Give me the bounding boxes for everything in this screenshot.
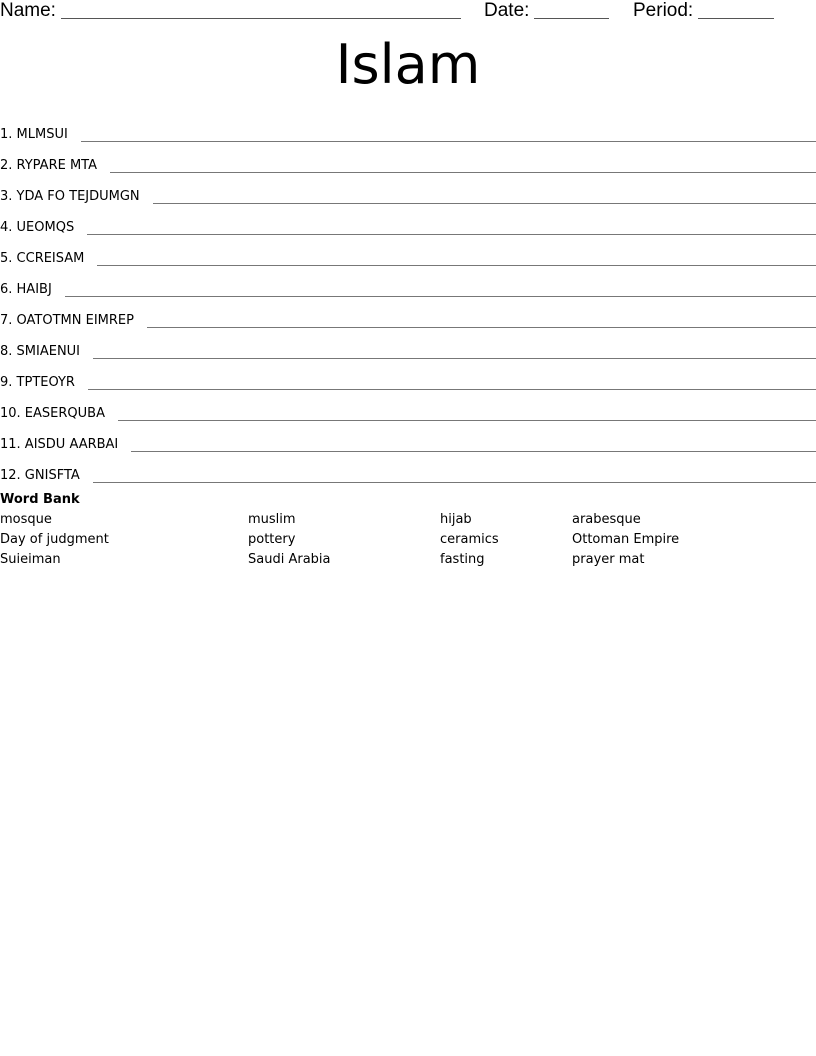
answer-blank[interactable] [87,222,816,235]
period-blank[interactable] [698,0,774,19]
name-blank[interactable] [61,0,461,19]
question-label: 10. EASERQUBA [0,406,105,421]
question-label: 6. HAIBJ [0,282,52,297]
name-field[interactable] [0,0,461,22]
word-bank-word: Saudi Arabia [248,552,331,567]
answer-blank[interactable] [93,346,816,359]
word-bank-word: ceramics [440,532,499,547]
question-label: 5. CCREISAM [0,251,85,266]
question-label: 8. SMIAENUI [0,344,81,359]
page-title: Islam [335,33,481,96]
answer-blank[interactable] [97,253,816,266]
word-bank-word: muslim [248,512,296,527]
answer-blank[interactable] [147,315,816,328]
date-label: Date: [484,0,530,21]
name-label: Name: [0,0,56,21]
question-row [0,205,816,236]
word-bank-word: pottery [248,532,296,547]
word-bank [0,492,816,572]
question-label: 9. TPTEOYR [0,375,75,390]
word-bank-row [0,532,816,552]
word-bank-word: Day of judgment [0,532,109,547]
question-label: 12. GNISFTA [0,468,80,483]
answer-blank[interactable] [153,191,816,204]
question-label: 1. MLMSUI [0,127,68,142]
question-row [0,453,816,484]
question-label: 2. RYPARE MTA [0,158,97,173]
word-bank-word: prayer mat [572,552,645,567]
answer-blank[interactable] [88,377,816,390]
word-bank-title: Word Bank [0,492,80,507]
question-row [0,236,816,267]
word-bank-word: arabesque [572,512,641,527]
question-row [0,360,816,391]
question-label: 3. YDA FO TEJDUMGN [0,189,140,204]
period-field[interactable] [633,0,774,22]
word-bank-word: mosque [0,512,52,527]
question-row [0,329,816,360]
question-row [0,267,816,298]
answer-blank[interactable] [81,129,816,142]
header [0,0,816,24]
question-label: 7. OATOTMN EIMREP [0,313,134,328]
word-bank-word: fasting [440,552,485,567]
question-list [0,112,816,484]
question-row [0,422,816,453]
word-bank-word: hijab [440,512,472,527]
answer-blank[interactable] [65,284,816,297]
word-bank-word: Suieiman [0,552,61,567]
answer-blank[interactable] [93,470,816,483]
date-blank[interactable] [534,0,609,19]
word-bank-row [0,512,816,532]
question-row [0,391,816,422]
question-row [0,174,816,205]
period-label: Period: [633,0,694,21]
question-row [0,298,816,329]
word-bank-word: Ottoman Empire [572,532,680,547]
answer-blank[interactable] [110,160,816,173]
question-label: 4. UEOMQS [0,220,75,235]
word-bank-row [0,552,816,572]
answer-blank[interactable] [118,408,816,421]
question-row [0,112,816,143]
date-field[interactable] [484,0,609,22]
question-row [0,143,816,174]
answer-blank[interactable] [131,439,816,452]
question-label: 11. AISDU AARBAI [0,437,119,452]
